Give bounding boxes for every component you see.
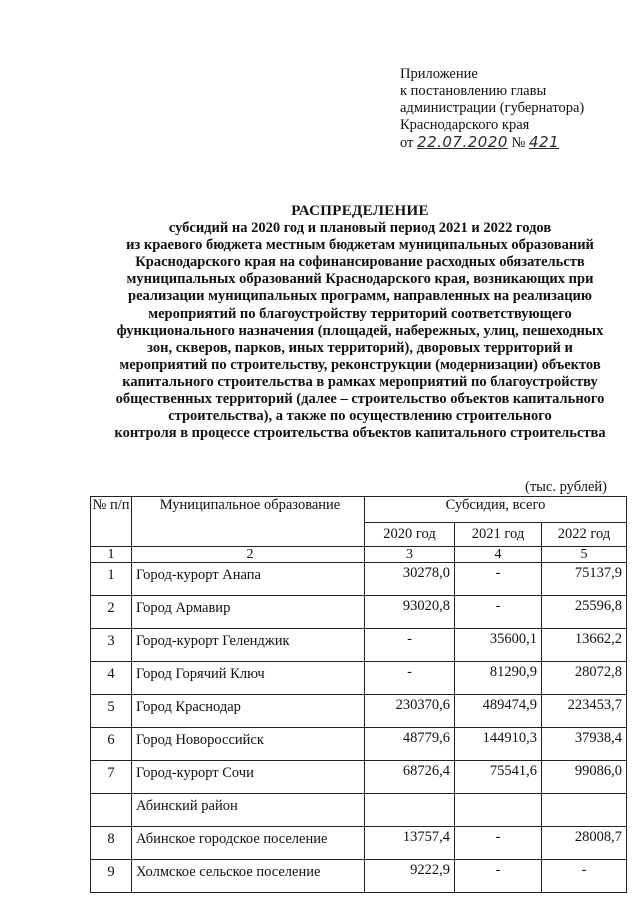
title-line: мероприятий по благоустройству территорий соответствующего: [148, 305, 572, 322]
title-line: контроля в процессе строительства объектов капитального строительства: [114, 425, 606, 442]
number-prefix: №: [511, 135, 526, 151]
subsidy-2021: 75541,6: [455, 761, 542, 794]
subsidy-2022: 99086,0: [542, 761, 627, 794]
column-number-cell: 4: [455, 547, 542, 563]
header-number: № п/п: [91, 497, 132, 547]
row-number: 3: [91, 629, 132, 662]
municipality-name: Город-курорт Анапа: [132, 563, 365, 596]
units-label: (тыс. рублей): [525, 479, 607, 495]
header-year-2020: 2020 год: [365, 523, 455, 547]
subsidy-2020: 48779,6: [365, 728, 455, 761]
handwritten-number: 421: [529, 133, 560, 151]
header-municipality: Муниципальное образование: [132, 497, 365, 547]
title-line: мероприятий по строительству, реконструкции (модернизации) объектов: [119, 356, 601, 373]
header-subsidy: Субсидия, всего: [365, 497, 627, 523]
subsidy-2022: 37938,4: [542, 728, 627, 761]
title-heading: РАСПРЕДЕЛЕНИЕ: [291, 203, 429, 219]
municipality-name: Город-курорт Сочи: [132, 761, 365, 794]
subsidy-2021: -: [455, 563, 542, 596]
subsidy-2022: 28008,7: [542, 827, 627, 860]
subsidy-2021: 489474,9: [455, 695, 542, 728]
table-row: [91, 761, 627, 794]
subsidy-2021: -: [455, 596, 542, 629]
handwritten-date: 22.07.2020: [417, 133, 508, 151]
row-number: 1: [91, 563, 132, 596]
title-line: зон, скверов, парков, иных территорий), дворовых территорий и: [147, 339, 573, 356]
row-number: 8: [91, 827, 132, 860]
header-year-2022: 2022 год: [542, 523, 627, 547]
appendix-line: Приложение: [400, 66, 478, 82]
subsidy-2022: 13662,2: [542, 629, 627, 662]
municipality-name: Город Армавир: [132, 596, 365, 629]
title-line: функционального назначения (площадей, набережных, улиц, пешеходных: [116, 322, 604, 339]
subsidy-2021: -: [455, 827, 542, 860]
table-row: [91, 563, 627, 596]
table-row: [91, 860, 627, 893]
municipality-name: Город-курорт Геленджик: [132, 629, 365, 662]
title-line: из краевого бюджета местным бюджетам муниципальных образований: [126, 237, 594, 254]
subsidy-2022: [542, 794, 627, 827]
table-row: [91, 695, 627, 728]
subsidy-2020: 68726,4: [365, 761, 455, 794]
appendix-block: [400, 66, 584, 152]
municipality-name: Город Новороссийск: [132, 728, 365, 761]
title-line: капитального строительства в рамках мероприятий по благоустройству: [122, 373, 598, 390]
subsidy-2022: 223453,7: [542, 695, 627, 728]
subsidy-2021: 35600,1: [455, 629, 542, 662]
subsidy-table: [90, 496, 627, 893]
subsidy-2022: -: [542, 860, 627, 893]
subsidy-2020: 30278,0: [365, 563, 455, 596]
column-number-cell: 5: [542, 547, 627, 563]
row-number: 7: [91, 761, 132, 794]
column-number-cell: 1: [91, 547, 132, 563]
appendix-line: к постановлению главы: [400, 83, 547, 99]
title-line: реализации муниципальных программ, направленных на реализацию: [128, 288, 592, 305]
row-number: [91, 794, 132, 827]
table-row: [91, 728, 627, 761]
row-number: 2: [91, 596, 132, 629]
appendix-date-line: [400, 134, 584, 152]
subsidy-2021: 81290,9: [455, 662, 542, 695]
title-line: строительства), а также по осуществлению строительного: [168, 408, 552, 425]
title-body: [80, 220, 640, 442]
subsidy-2020: 230370,6: [365, 695, 455, 728]
column-number-cell: 3: [365, 547, 455, 563]
table-row: [91, 629, 627, 662]
subsidy-2022: 25596,8: [542, 596, 627, 629]
table-row: [91, 794, 627, 827]
column-number-cell: 2: [132, 547, 365, 563]
title-line: субсидий на 2020 год и плановый период 2021 и 2022 годов: [168, 220, 552, 237]
title-line: Краснодарского края на софинансирование расходных обязательств: [135, 254, 585, 271]
municipality-name: Абинское городское поселение: [132, 827, 365, 860]
row-number: 6: [91, 728, 132, 761]
subsidy-2021: 144910,3: [455, 728, 542, 761]
municipality-name: Холмское сельское поселение: [132, 860, 365, 893]
header-year-2021: 2021 год: [455, 523, 542, 547]
subsidy-2020: [365, 794, 455, 827]
table-row: [91, 827, 627, 860]
row-number: 9: [91, 860, 132, 893]
title-line: муниципальных образований Краснодарского края, возникающих при: [126, 271, 594, 288]
subsidy-2021: -: [455, 860, 542, 893]
subsidy-2021: [455, 794, 542, 827]
row-number: 4: [91, 662, 132, 695]
appendix-line: администрации (губернатора): [400, 100, 585, 116]
appendix-line: Краснодарского края: [400, 117, 530, 133]
date-prefix: от: [400, 135, 414, 151]
subsidy-2020: 93020,8: [365, 596, 455, 629]
table-row: [91, 662, 627, 695]
subsidy-2020: 13757,4: [365, 827, 455, 860]
subsidy-2022: 28072,8: [542, 662, 627, 695]
title-line: общественных территорий (далее – строительство объектов капитального: [115, 391, 605, 408]
subsidy-2022: 75137,9: [542, 563, 627, 596]
municipality-name: Абинский район: [132, 794, 365, 827]
row-number: 5: [91, 695, 132, 728]
subsidy-2020: 9222,9: [365, 860, 455, 893]
subsidy-2020: -: [365, 662, 455, 695]
municipality-name: Город Краснодар: [132, 695, 365, 728]
document-title: [80, 203, 640, 442]
municipality-name: Город Горячий Ключ: [132, 662, 365, 695]
table-row: [91, 596, 627, 629]
subsidy-2020: -: [365, 629, 455, 662]
